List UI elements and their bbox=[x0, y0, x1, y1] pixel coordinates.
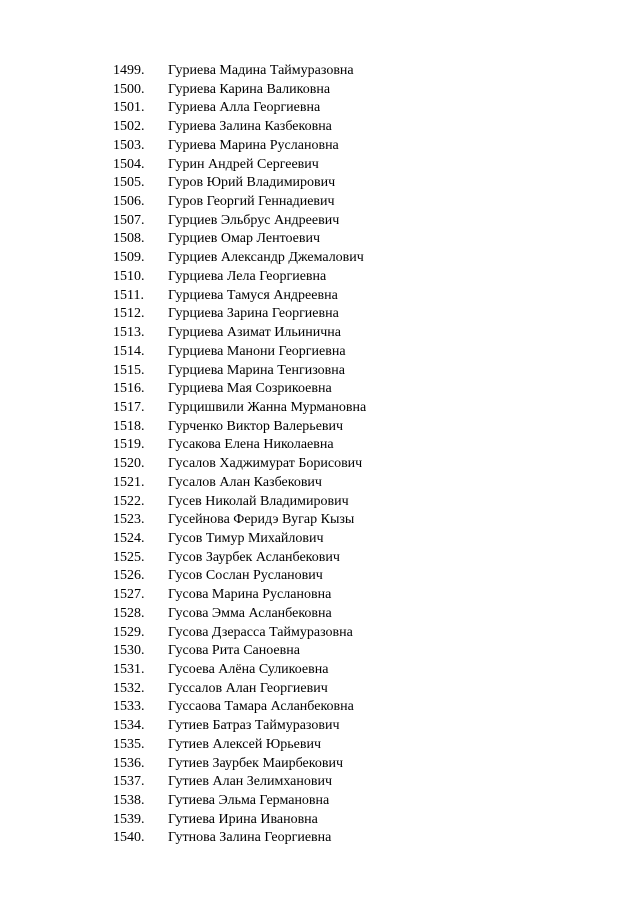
entry-name: Гутиева Эльма Германовна bbox=[168, 793, 330, 809]
entry-name: Гусова Рита Саноевна bbox=[168, 643, 300, 659]
entry-number: 1525. bbox=[113, 549, 145, 565]
entry-name: Гурциева Тамуся Андреевна bbox=[168, 287, 338, 303]
entry-number: 1539. bbox=[113, 811, 145, 827]
entry-number: 1538. bbox=[113, 793, 145, 809]
entry-number: 1530. bbox=[113, 643, 145, 659]
entry-name: Гурциева Лела Георгиевна bbox=[168, 268, 327, 284]
entry-number: 1506. bbox=[113, 194, 145, 210]
entry-number: 1513. bbox=[113, 325, 145, 341]
entry-number: 1528. bbox=[113, 605, 145, 621]
entry-name: Гусова Дзерасса Таймуразовна bbox=[168, 624, 353, 640]
entry-name: Гусакова Елена Николаевна bbox=[168, 437, 334, 453]
entry-name: Гусов Сослан Русланович bbox=[168, 568, 323, 584]
entry-number: 1522. bbox=[113, 493, 145, 509]
entry-number: 1508. bbox=[113, 231, 145, 247]
entry-name: Гурциева Азимат Ильинична bbox=[168, 325, 341, 341]
entry-name: Гурцишвили Жанна Мурмановна bbox=[168, 399, 367, 415]
entry-number: 1529. bbox=[113, 624, 145, 640]
entry-number: 1527. bbox=[113, 587, 145, 603]
entry-name: Гутиев Заурбек Маирбекович bbox=[168, 755, 344, 771]
entry-name: Гуров Георгий Геннадиевич bbox=[168, 194, 335, 210]
entry-name: Гусов Заурбек Асланбекович bbox=[168, 549, 340, 565]
entry-name: Гуссалов Алан Георгиевич bbox=[168, 680, 328, 696]
entry-name: Гуриева Мадина Таймуразовна bbox=[168, 63, 354, 78]
entry-number: 1505. bbox=[113, 175, 145, 191]
entry-name: Гутиев Алексей Юрьевич bbox=[168, 736, 321, 752]
entry-number: 1517. bbox=[113, 399, 145, 415]
entry-number: 1509. bbox=[113, 250, 145, 266]
entry-name: Гусалов Алан Казбекович bbox=[168, 474, 322, 490]
entry-number: 1503. bbox=[113, 137, 145, 153]
entry-name: Гусова Эмма Асланбековна bbox=[168, 605, 332, 621]
entry-number: 1536. bbox=[113, 755, 145, 771]
entry-number: 1518. bbox=[113, 418, 145, 434]
entry-name: Гуриева Марина Руслановна bbox=[168, 137, 339, 153]
entry-name: Гурциев Омар Лентоевич bbox=[168, 231, 321, 247]
entry-number: 1540. bbox=[113, 830, 145, 846]
entry-number: 1516. bbox=[113, 381, 145, 397]
entry-number: 1534. bbox=[113, 718, 145, 734]
entry-name: Гуриева Залина Казбековна bbox=[168, 119, 332, 135]
entry-name: Гурциева Зарина Георгиевна bbox=[168, 306, 339, 322]
entry-name: Гусова Марина Руслановна bbox=[168, 587, 332, 603]
entry-number: 1533. bbox=[113, 699, 145, 715]
entry-name: Гуриева Алла Георгиевна bbox=[168, 100, 321, 116]
entry-name: Гусоева Алёна Суликоевна bbox=[168, 662, 329, 677]
entry-number: 1507. bbox=[113, 212, 145, 228]
entry-name: Гурин Андрей Сергеевич bbox=[168, 156, 319, 172]
entry-number: 1521. bbox=[113, 474, 145, 490]
entry-number: 1502. bbox=[113, 119, 145, 135]
entry-number: 1531. bbox=[113, 662, 145, 677]
entry-number: 1523. bbox=[113, 512, 145, 528]
entry-number: 1504. bbox=[113, 156, 145, 172]
entry-name: Гурциев Эльбрус Андреевич bbox=[168, 212, 340, 228]
entry-number: 1514. bbox=[113, 343, 145, 359]
entry-number: 1511. bbox=[113, 287, 144, 303]
entry-name: Гутнова Залина Георгиевна bbox=[168, 830, 332, 846]
entry-number: 1524. bbox=[113, 530, 145, 546]
entry-name: Гусов Тимур Михайлович bbox=[168, 530, 324, 546]
entry-name: Гусев Николай Владимирович bbox=[168, 493, 349, 509]
entry-name: Гурциева Марина Тенгизовна bbox=[168, 362, 345, 378]
entry-name: Гурциева Мая Созрикоевна bbox=[168, 381, 332, 397]
entry-number: 1537. bbox=[113, 774, 145, 790]
entry-number: 1532. bbox=[113, 680, 145, 696]
entry-name: Гурциев Александр Джемалович bbox=[168, 250, 364, 266]
entry-number: 1501. bbox=[113, 100, 145, 116]
entry-number: 1526. bbox=[113, 568, 145, 584]
entry-name: Гуссаова Тамара Асланбековна bbox=[168, 699, 354, 715]
entry-number: 1499. bbox=[113, 63, 145, 78]
entry-number: 1512. bbox=[113, 306, 145, 322]
entry-name: Гурциева Манони Георгиевна bbox=[168, 343, 346, 359]
entry-number: 1519. bbox=[113, 437, 145, 453]
entry-name: Гусалов Хаджимурат Борисович bbox=[168, 456, 363, 472]
entry-number: 1510. bbox=[113, 268, 145, 284]
entry-name: Гутиева Ирина Ивановна bbox=[168, 811, 318, 827]
entry-name: Гуров Юрий Владимирович bbox=[168, 175, 336, 191]
entry-number: 1515. bbox=[113, 362, 145, 378]
entry-name: Гутиев Алан Зелимханович bbox=[168, 774, 333, 790]
entry-name: Гутиев Батраз Таймуразович bbox=[168, 718, 340, 734]
entry-name: Гурченко Виктор Валерьевич bbox=[168, 418, 344, 434]
entry-name: Гуриева Карина Валиковна bbox=[168, 81, 331, 97]
entry-number: 1520. bbox=[113, 456, 145, 472]
entry-number: 1535. bbox=[113, 736, 145, 752]
entry-name: Гусейнова Феридэ Вугар Кызы bbox=[168, 512, 355, 528]
entry-number: 1500. bbox=[113, 81, 145, 97]
